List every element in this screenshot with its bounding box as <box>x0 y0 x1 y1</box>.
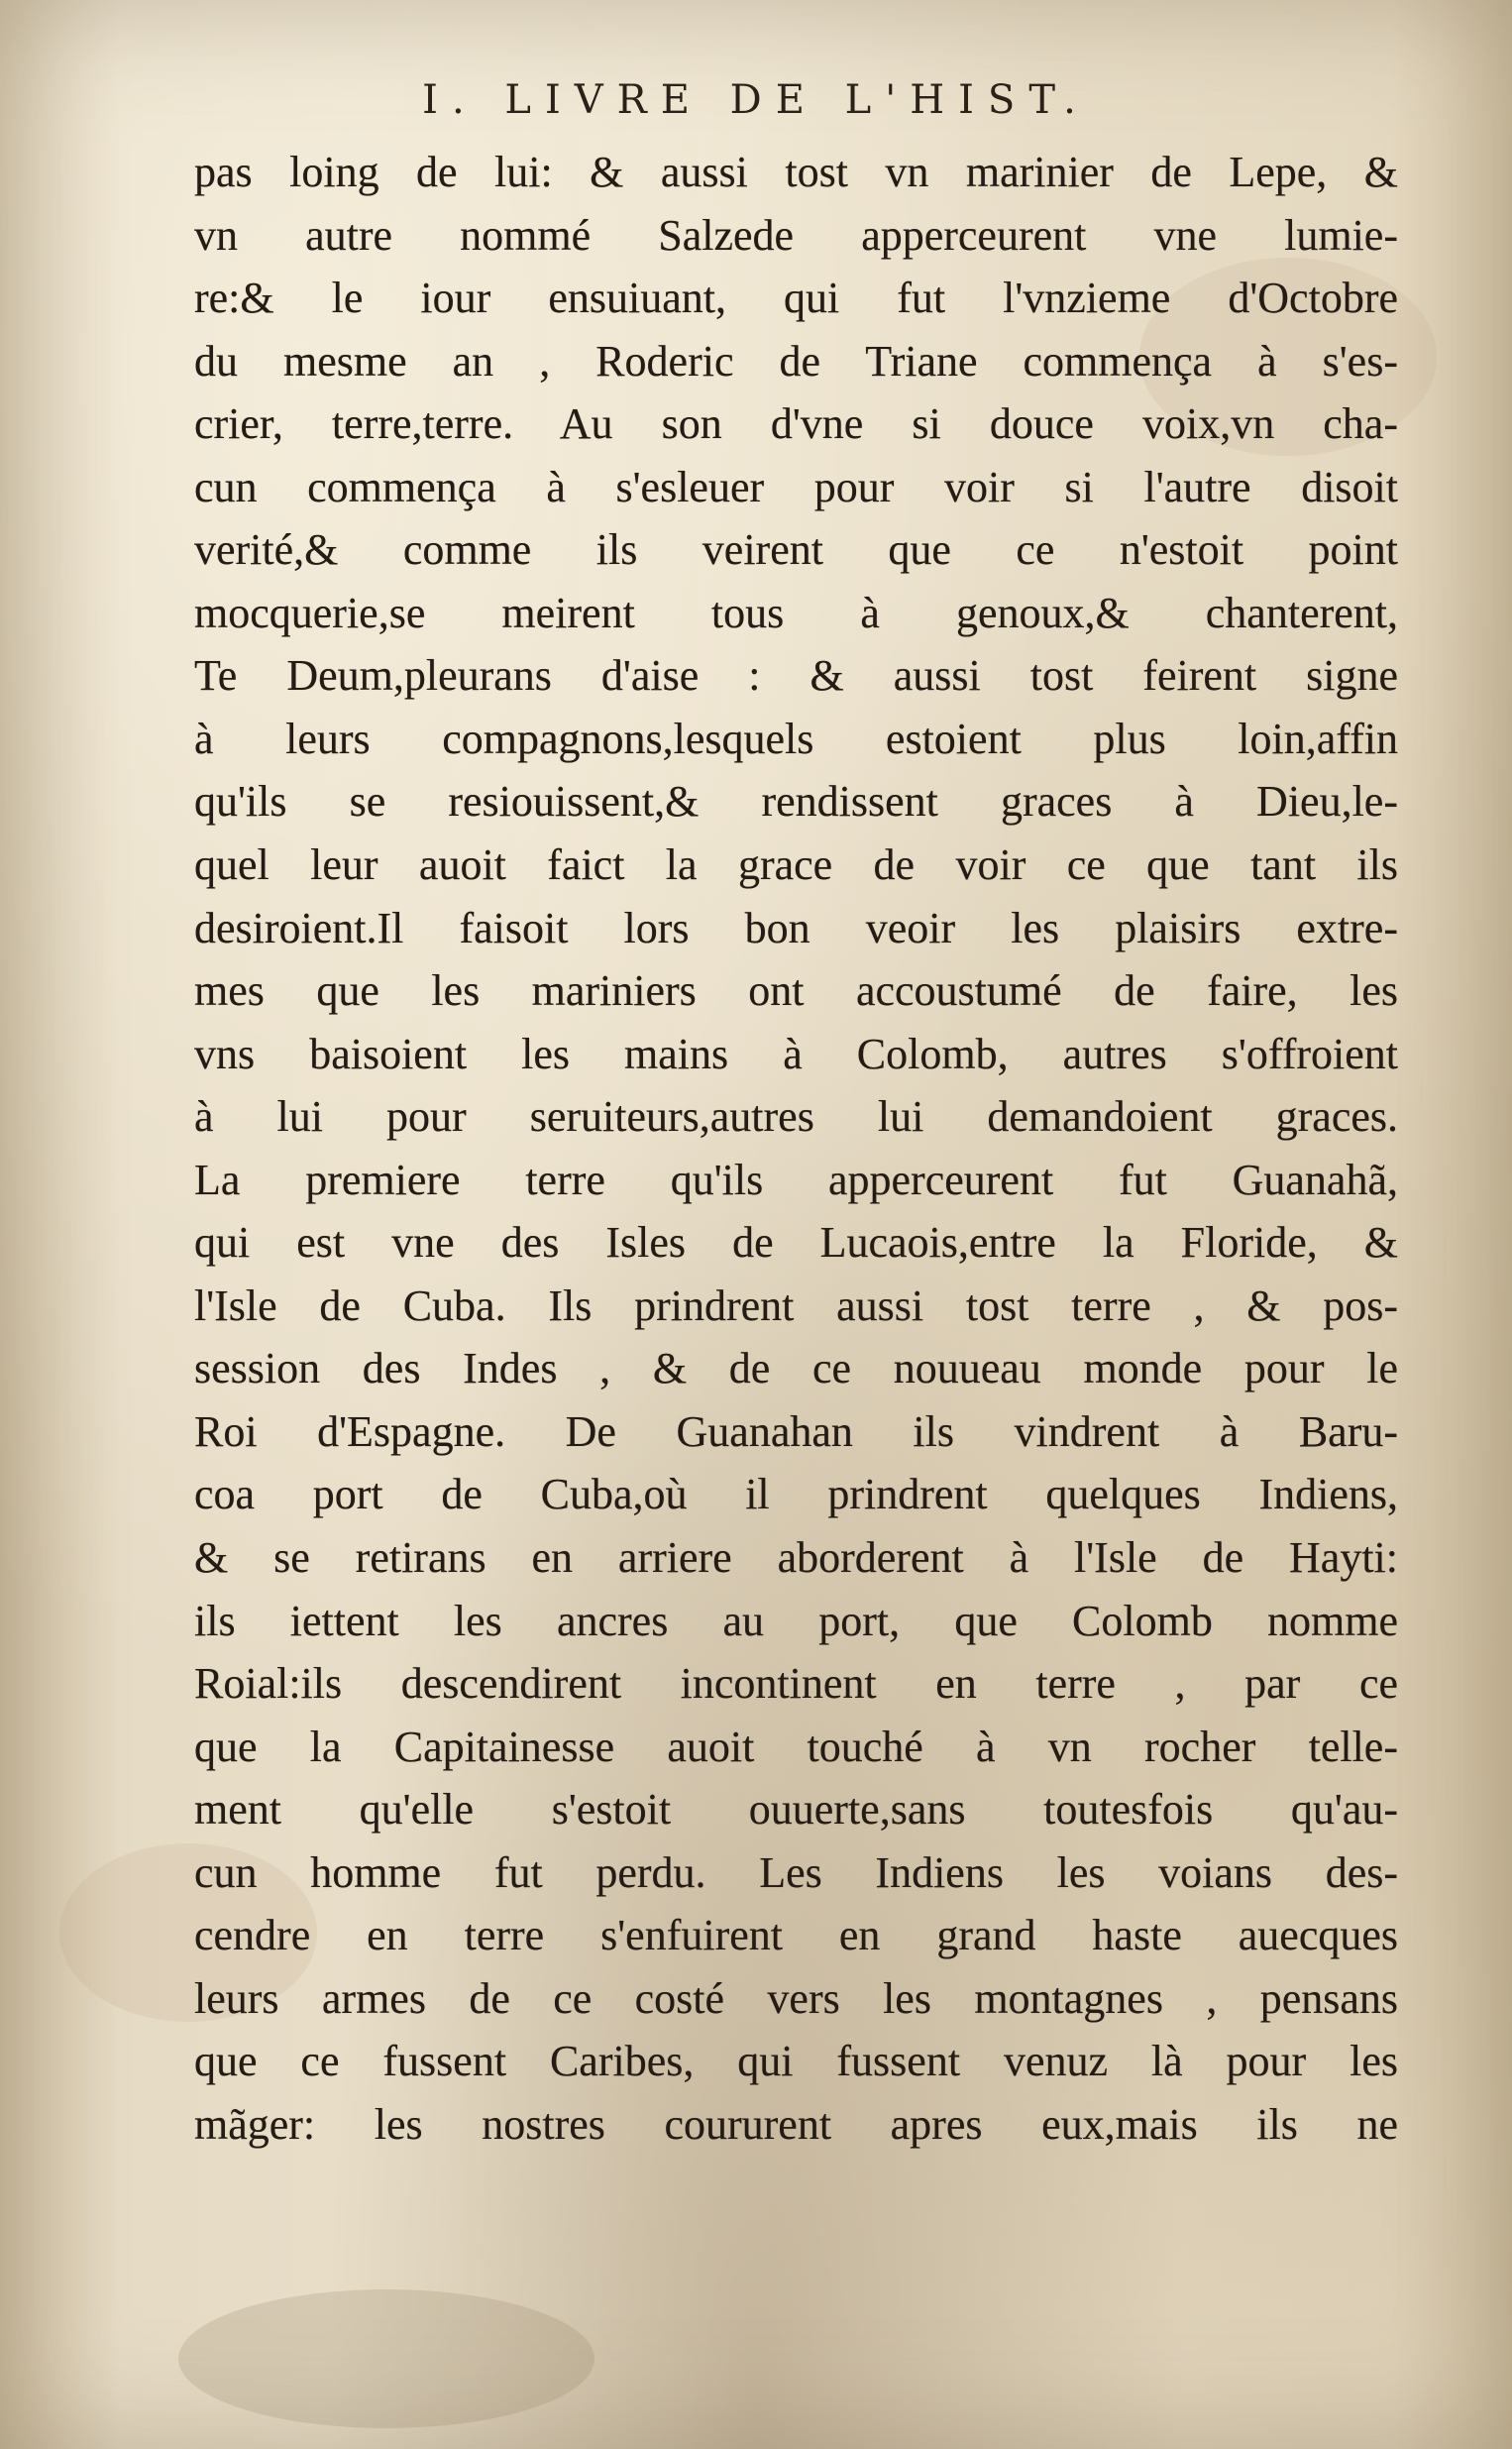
text-line: que la Capitainesse auoit touché à vn rocher telle- <box>194 1722 1398 1771</box>
body-text <box>194 141 1398 2157</box>
text-line: & se retirans en arriere aborderent à l'Isle de Hayti: <box>194 1533 1398 1583</box>
text-line: session des Indes , & de ce nouueau monde pour le <box>194 1344 1398 1393</box>
text-line: quel leur auoit faict la grace de voir ce que tant ils <box>194 840 1398 890</box>
text-line: cun commença à s'esleuer pour voir si l'autre disoit <box>194 462 1398 511</box>
text-line: mãger: les nostres coururent apres eux,mais ils ne <box>194 2099 1398 2149</box>
text-line: cendre en terre s'enfuirent en grand haste auecques <box>194 1911 1398 1960</box>
text-line: Roi d'Espagne. De Guanahan ils vindrent à Baru- <box>194 1406 1398 1456</box>
text-line: qu'ils se resiouissent,& rendissent graces à Dieu,le- <box>194 777 1398 827</box>
text-line: que ce fussent Caribes, qui fussent venuz là pour les <box>194 2037 1398 2086</box>
text-line: vn autre nommé Salzede apperceurent vne lumie- <box>194 210 1398 260</box>
text-line: vns baisoient les mains à Colomb, autres s'offroient <box>194 1029 1398 1078</box>
text-line: à lui pour seruiteurs,autres lui demandoient graces. <box>194 1092 1398 1142</box>
text-line: l'Isle de Cuba. Ils prindrent aussi tost terre , & pos- <box>194 1280 1398 1330</box>
text-line: coa port de Cuba,où il prindrent quelques Indiens, <box>194 1470 1398 1519</box>
text-line: re:& le iour ensuiuant, qui fut l'vnzieme d'Octobre <box>194 274 1398 323</box>
text-line: ils iettent les ancres au port, que Colomb nomme <box>194 1596 1398 1645</box>
paper-stain <box>178 2289 594 2428</box>
running-head: I. LIVRE DE L'HIST. <box>422 77 1090 123</box>
text-line: Roial:ils descendirent incontinent en terre , par ce <box>194 1659 1398 1709</box>
text-line: à leurs compagnons,lesquels estoient plus loin,affin <box>194 714 1398 763</box>
text-line: pas loing de lui: & aussi tost vn marinier de Lepe, & <box>194 148 1398 196</box>
text-line: desiroient.Il faisoit lors bon veoir les plaisirs extre- <box>194 903 1398 952</box>
text-line: ment qu'elle s'estoit ouuerte,sans toutesfois qu'au- <box>194 1785 1398 1835</box>
text-line: du mesme an , Roderic de Triane commença à s'es- <box>194 336 1398 386</box>
text-line: qui est vne des Isles de Lucaois,entre la Floride, & <box>194 1218 1398 1268</box>
text-line: mes que les mariniers ont accoustumé de faire, les <box>194 966 1398 1016</box>
text-line: La premiere terre qu'ils apperceurent fut Guanahã, <box>194 1155 1398 1204</box>
text-line: crier, terre,terre. Au son d'vne si douce voix,vn cha- <box>194 399 1398 449</box>
text-line: mocquerie,se meirent tous à genoux,& chanterent, <box>194 588 1398 637</box>
text-line: Te Deum,pleurans d'aise : & aussi tost feirent signe <box>194 651 1398 701</box>
text-line: verité,& comme ils veirent que ce n'estoit point <box>194 525 1398 575</box>
text-line: cun homme fut perdu. Les Indiens les voians des- <box>194 1847 1398 1897</box>
text-line: leurs armes de ce costé vers les montagnes , pensans <box>194 1973 1398 2023</box>
